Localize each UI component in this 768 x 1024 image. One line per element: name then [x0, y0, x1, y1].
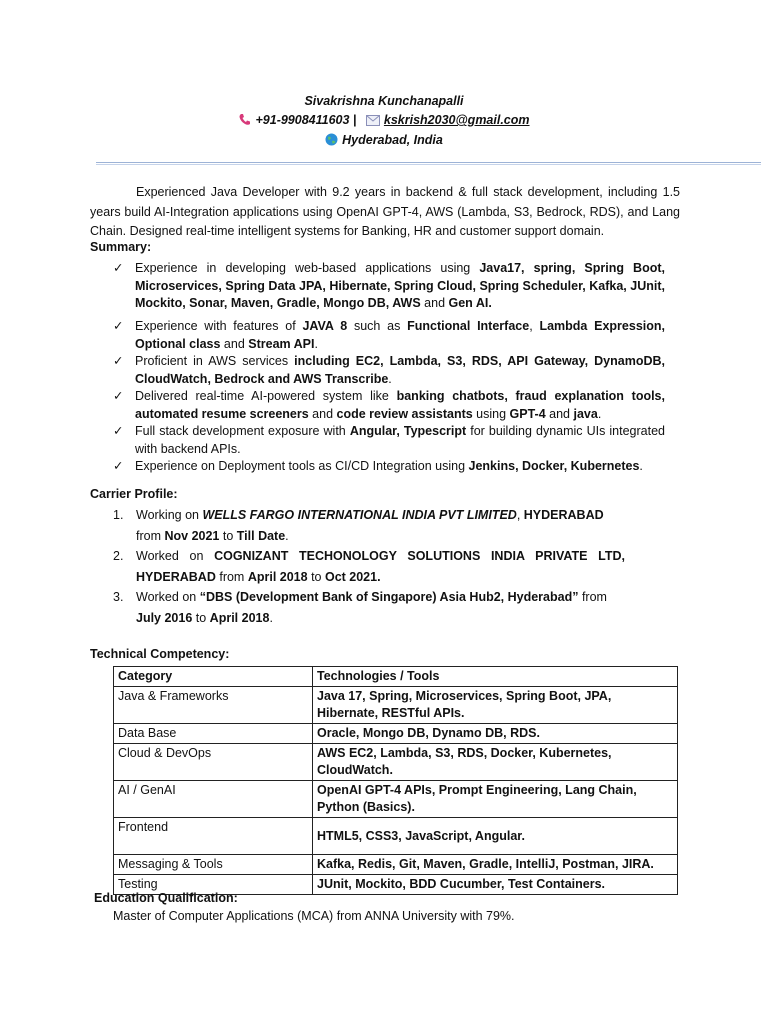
- text-segment: banking chatbots, fraud explanation tools, automated resume screeners: [135, 389, 665, 421]
- text-segment: ,: [516, 508, 524, 522]
- category-cell: Frontend: [114, 818, 313, 855]
- table-row: [114, 744, 678, 781]
- category-cell: Messaging & Tools: [114, 855, 313, 875]
- text-segment: Proficient in AWS services: [135, 354, 295, 368]
- summary-item: [113, 458, 665, 476]
- career-item-number: 3.: [113, 590, 124, 604]
- career-item-text: [136, 587, 625, 628]
- career-item-text: [136, 505, 625, 546]
- summary-item-text: [135, 260, 665, 313]
- check-icon: ✓: [113, 319, 124, 333]
- check-icon: ✓: [113, 261, 124, 275]
- text-segment: April 2018: [247, 569, 308, 584]
- text-segment: Experience on Deployment tools as CI/CD Integration using: [135, 459, 469, 473]
- text-segment: to: [307, 569, 325, 584]
- table-header-row: [114, 667, 678, 687]
- text-segment: including EC2, Lambda, S3, RDS, API Gateway, DynamoDB, CloudWatch, Bedrock and AWS Transcribe: [135, 354, 665, 386]
- text-segment: COGNIZANT TECHONOLOGY SOLUTIONS INDIA PRIVATE LTD, HYDERABAD: [136, 549, 625, 584]
- text-segment: Worked on: [136, 590, 200, 604]
- text-segment: Full stack development exposure with: [135, 424, 350, 438]
- career-item-text: [136, 546, 625, 587]
- text-segment: .: [285, 528, 289, 543]
- category-cell: Testing: [114, 875, 313, 895]
- mail-icon: [366, 115, 380, 129]
- summary-item: [113, 318, 665, 353]
- text-segment: using: [472, 406, 510, 421]
- text-segment: to: [192, 610, 210, 625]
- text-segment: Gen AI.: [448, 296, 492, 310]
- career-item: [113, 505, 625, 546]
- text-segment: and: [420, 296, 449, 310]
- text-segment: Till Date: [236, 528, 286, 543]
- check-icon: ✓: [113, 389, 124, 403]
- education-heading: Education Qualification:: [94, 891, 238, 905]
- table-row: [114, 818, 678, 855]
- location-line: [0, 133, 768, 149]
- career-item: [113, 546, 625, 587]
- check-icon: ✓: [113, 424, 124, 438]
- text-segment: Oct 2021.: [324, 569, 381, 584]
- technologies-cell: OpenAI GPT-4 APIs, Prompt Engineering, Lang Chain, Python (Basics).: [313, 781, 678, 818]
- career-item: [113, 587, 625, 628]
- summary-item: [113, 353, 665, 388]
- text-segment: Java17, spring, Spring Boot, Microservices, Spring Data JPA, Hibernate, Spring Cloud, Spring Scheduler, Kafka, JUnit, Mockito, Sonar, Maven, Gradle, Mongo DB, AWS: [135, 261, 665, 310]
- text-segment: Worked on: [136, 549, 215, 563]
- table-row: [114, 781, 678, 818]
- summary-item-text: [135, 458, 665, 476]
- table-row: [114, 855, 678, 875]
- technologies-cell: JUnit, Mockito, BDD Cucumber, Test Containers.: [313, 875, 678, 895]
- text-segment: and: [308, 406, 337, 421]
- text-segment: JAVA 8: [302, 319, 348, 333]
- intro-text: Experienced Java Developer with 9.2 years in backend & full stack development, including 1.5 years build AI-Integration applications using OpenAI GPT-4, AWS (Lambda, S3, Bedrock, RDS), and Lang Chain. Designed real-time intelligent systems for Banking, HR and customer support domain.: [90, 185, 680, 238]
- category-cell: AI / GenAI: [114, 781, 313, 818]
- phone-number: +91-9908411603 |: [255, 113, 357, 127]
- category-cell: Data Base: [114, 724, 313, 744]
- globe-icon: [325, 133, 338, 149]
- text-segment: .: [388, 371, 392, 386]
- technologies-cell: Oracle, Mongo DB, Dynamo DB, RDS.: [313, 724, 678, 744]
- check-icon: ✓: [113, 354, 124, 368]
- text-segment: Experience in developing web-based applications using: [135, 261, 480, 275]
- career-item-number: 2.: [113, 549, 124, 563]
- technologies-cell: [313, 818, 678, 855]
- technologies-cell: Kafka, Redis, Git, Maven, Gradle, IntelliJ, Postman, JIRA.: [313, 855, 678, 875]
- text-segment: April 2018: [209, 610, 270, 625]
- summary-item: [113, 260, 665, 313]
- text-segment: for building dynamic UIs integrated with backend APIs.: [135, 424, 666, 456]
- technologies-text: HTML5, CSS3, JavaScript, Angular.: [317, 828, 525, 843]
- phone-icon: [238, 113, 251, 129]
- check-icon: ✓: [113, 459, 124, 473]
- summary-item-text: [135, 318, 665, 353]
- technical-heading: Technical Competency:: [90, 647, 230, 661]
- text-segment: “DBS (Development Bank of Singapore) Asia Hub2, Hyderabad”: [199, 590, 579, 604]
- table-row: [114, 687, 678, 724]
- text-segment: .: [314, 336, 318, 351]
- category-cell: Java & Frameworks: [114, 687, 313, 724]
- contact-line: [0, 113, 768, 129]
- text-segment: Lambda Expression, Optional class: [135, 319, 665, 351]
- text-segment: .: [597, 406, 602, 421]
- text-segment: HYDERABAD: [523, 508, 604, 522]
- education-text: Master of Computer Applications (MCA) from ANNA University with 79%.: [113, 909, 515, 923]
- text-segment: July 2016: [136, 610, 193, 625]
- text-segment: java: [573, 406, 598, 421]
- header-divider: [96, 162, 761, 163]
- text-segment: .: [269, 610, 273, 625]
- technologies-cell: AWS EC2, Lambda, S3, RDS, Docker, Kubernetes, CloudWatch.: [313, 744, 678, 781]
- text-segment: Working on: [136, 508, 203, 522]
- text-segment: Angular, Typescript: [349, 424, 467, 438]
- text-segment: code review assistants: [336, 406, 473, 421]
- text-segment: WELLS FARGO INTERNATIONAL INDIA PVT LIMITED: [202, 508, 517, 522]
- summary-item-text: [135, 423, 665, 458]
- table-row: [114, 724, 678, 744]
- text-segment: from: [136, 528, 165, 543]
- header-divider-shadow: [96, 164, 761, 165]
- summary-item: [113, 388, 665, 423]
- career-item-number: 1.: [113, 508, 124, 522]
- text-segment: and: [545, 406, 574, 421]
- category-cell: Cloud & DevOps: [114, 744, 313, 781]
- text-segment: from: [578, 590, 607, 604]
- text-segment: ,: [529, 319, 540, 333]
- candidate-name: Sivakrishna Kunchanapalli: [304, 94, 464, 108]
- text-segment: Delivered real-time AI-powered system like: [135, 389, 397, 403]
- text-segment: from: [215, 569, 248, 584]
- text-segment: Jenkins, Docker, Kubernetes: [468, 459, 640, 473]
- text-segment: to: [219, 528, 237, 543]
- column-header-technologies: Technologies / Tools: [313, 667, 678, 687]
- email-link[interactable]: kskrish2030@gmail.com: [383, 113, 530, 127]
- text-segment: and: [220, 336, 249, 351]
- text-segment: Nov 2021: [164, 528, 220, 543]
- intro-paragraph: [90, 183, 680, 242]
- summary-item-text: [135, 353, 665, 388]
- text-segment: Experience with features of: [135, 319, 303, 333]
- summary-heading: Summary:: [90, 240, 152, 254]
- technical-competency-table: [113, 666, 678, 895]
- summary-item-text: [135, 388, 665, 423]
- text-segment: .: [639, 459, 643, 473]
- text-segment: Functional Interface: [407, 319, 530, 333]
- career-heading: Carrier Profile:: [90, 487, 178, 501]
- text-segment: Stream API: [248, 336, 315, 351]
- text-segment: GPT-4: [509, 406, 546, 421]
- location-text: Hyderabad, India: [342, 133, 443, 147]
- column-header-category: Category: [114, 667, 313, 687]
- summary-item: [113, 423, 665, 458]
- text-segment: such as: [347, 319, 408, 333]
- technologies-cell: Java 17, Spring, Microservices, Spring Boot, JPA, Hibernate, RESTful APIs.: [313, 687, 678, 724]
